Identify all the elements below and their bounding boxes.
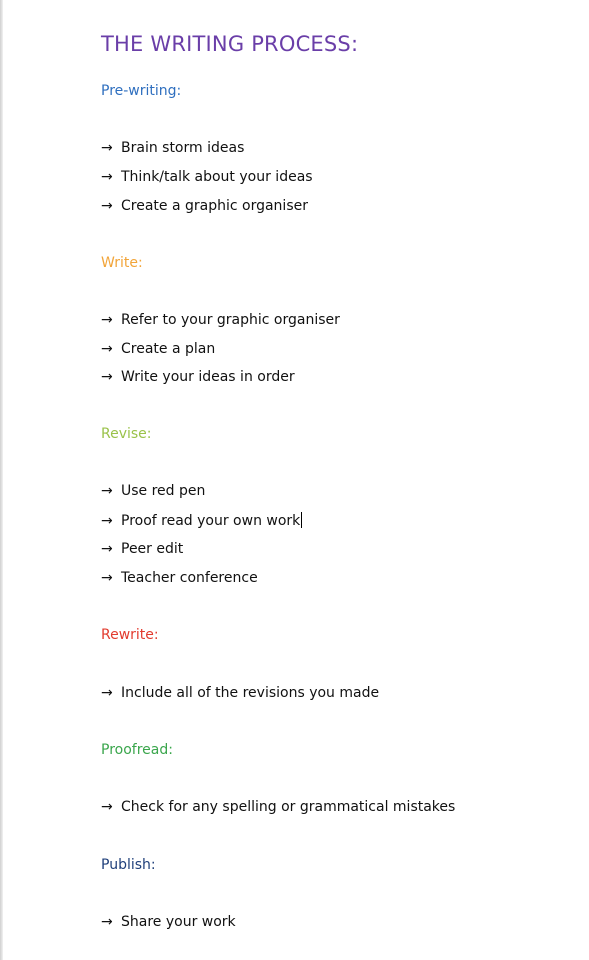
section-heading-publish: Publish: bbox=[101, 857, 156, 873]
list-item-text: Teacher conference bbox=[121, 570, 258, 586]
arrow-right-icon: → bbox=[101, 914, 113, 930]
list-item bbox=[101, 914, 236, 930]
list-item bbox=[101, 799, 455, 815]
arrow-right-icon: → bbox=[101, 369, 113, 385]
list-item-text: Use red pen bbox=[121, 483, 206, 499]
list-item[interactable] bbox=[101, 512, 302, 529]
arrow-right-icon: → bbox=[101, 685, 113, 701]
list-item-text: Refer to your graphic organiser bbox=[121, 312, 340, 328]
page-title: THE WRITING PROCESS: bbox=[101, 32, 359, 56]
section-heading-rewrite: Rewrite: bbox=[101, 627, 159, 643]
list-item bbox=[101, 369, 295, 385]
section-heading-pre-writing: Pre-writing: bbox=[101, 83, 182, 99]
arrow-right-icon: → bbox=[101, 312, 113, 328]
arrow-right-icon: → bbox=[101, 513, 113, 529]
arrow-right-icon: → bbox=[101, 198, 113, 214]
list-item bbox=[101, 570, 258, 586]
list-item-text: Check for any spelling or grammatical mistakes bbox=[121, 799, 456, 815]
list-item-text: Create a graphic organiser bbox=[121, 198, 308, 214]
arrow-right-icon: → bbox=[101, 169, 113, 185]
list-item-text: Brain storm ideas bbox=[121, 140, 245, 156]
list-item bbox=[101, 312, 340, 328]
list-item bbox=[101, 341, 215, 357]
list-item bbox=[101, 198, 308, 214]
list-item bbox=[101, 541, 183, 557]
arrow-right-icon: → bbox=[101, 341, 113, 357]
section-heading-write: Write: bbox=[101, 255, 143, 271]
section-heading-revise: Revise: bbox=[101, 426, 152, 442]
list-item bbox=[101, 685, 379, 701]
list-item-text: Include all of the revisions you made bbox=[121, 685, 380, 701]
list-item bbox=[101, 169, 313, 185]
arrow-right-icon: → bbox=[101, 570, 113, 586]
arrow-right-icon: → bbox=[101, 799, 113, 815]
list-item-text: Create a plan bbox=[121, 341, 216, 357]
arrow-right-icon: → bbox=[101, 483, 113, 499]
list-item bbox=[101, 140, 244, 156]
arrow-right-icon: → bbox=[101, 541, 113, 557]
list-item-text: Think/talk about your ideas bbox=[121, 169, 313, 185]
arrow-right-icon: → bbox=[101, 140, 113, 156]
list-item-text: Write your ideas in order bbox=[121, 369, 295, 385]
section-heading-proofread: Proofread: bbox=[101, 742, 173, 758]
list-item-text: Peer edit bbox=[121, 541, 184, 557]
list-item bbox=[101, 483, 205, 499]
list-item-text: Share your work bbox=[121, 914, 236, 930]
list-item-text[interactable]: Proof read your own work bbox=[121, 513, 301, 529]
text-cursor bbox=[301, 512, 302, 528]
